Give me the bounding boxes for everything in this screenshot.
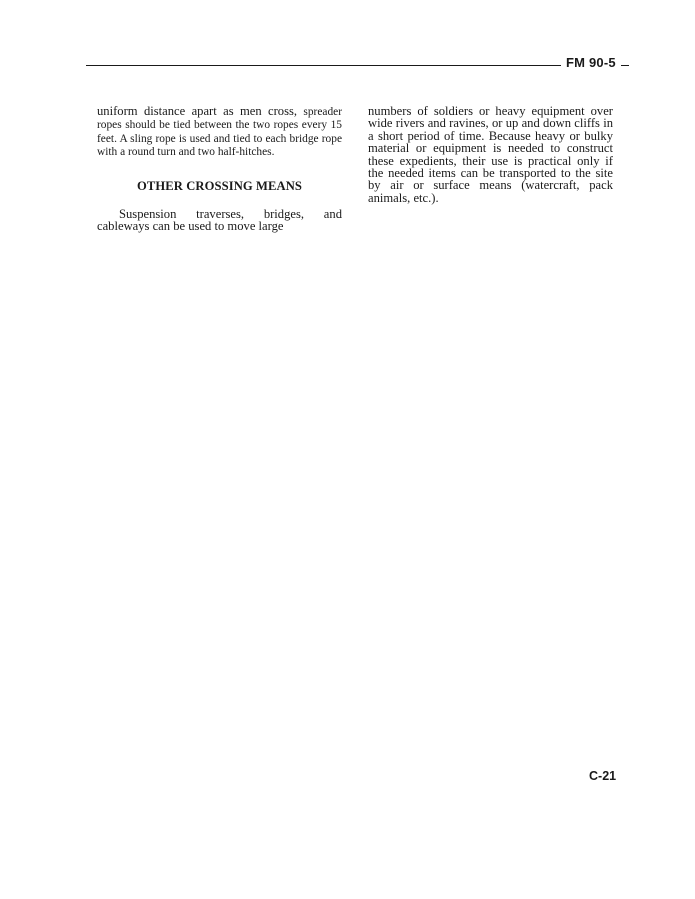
header-dash — [621, 65, 629, 66]
right-column — [368, 105, 613, 204]
left-paragraph-body: spreader ropes should be tied between the two ropes every 15 feet. A sling rope is used and tied to each bridge rope with a round turn and two half-hitches. — [97, 106, 342, 159]
left-paragraph-suspension: Suspension traverses, bridges, and cableways can be used to move large — [97, 206, 342, 234]
section-heading: OTHER CROSSING MEANS — [136, 178, 303, 193]
left-column — [97, 105, 342, 232]
left-paragraph-first-line: uniform distance apart as men cross, — [97, 104, 298, 118]
left-paragraph-continuation — [97, 105, 342, 159]
page-number: C-21 — [589, 769, 617, 783]
right-paragraph: numbers of soldiers or heavy equipment over wide rivers and ravines, or up and down cliffs in a short period of time. Because heavy or bulky material or equipment is needed to construct these expedients, their use is practical only if the needed items can be transported to the site by air or surface means (watercraft, pack animals, etc.). — [368, 104, 613, 205]
header-rule — [86, 65, 561, 66]
manual-number: FM 90-5 — [566, 55, 616, 70]
